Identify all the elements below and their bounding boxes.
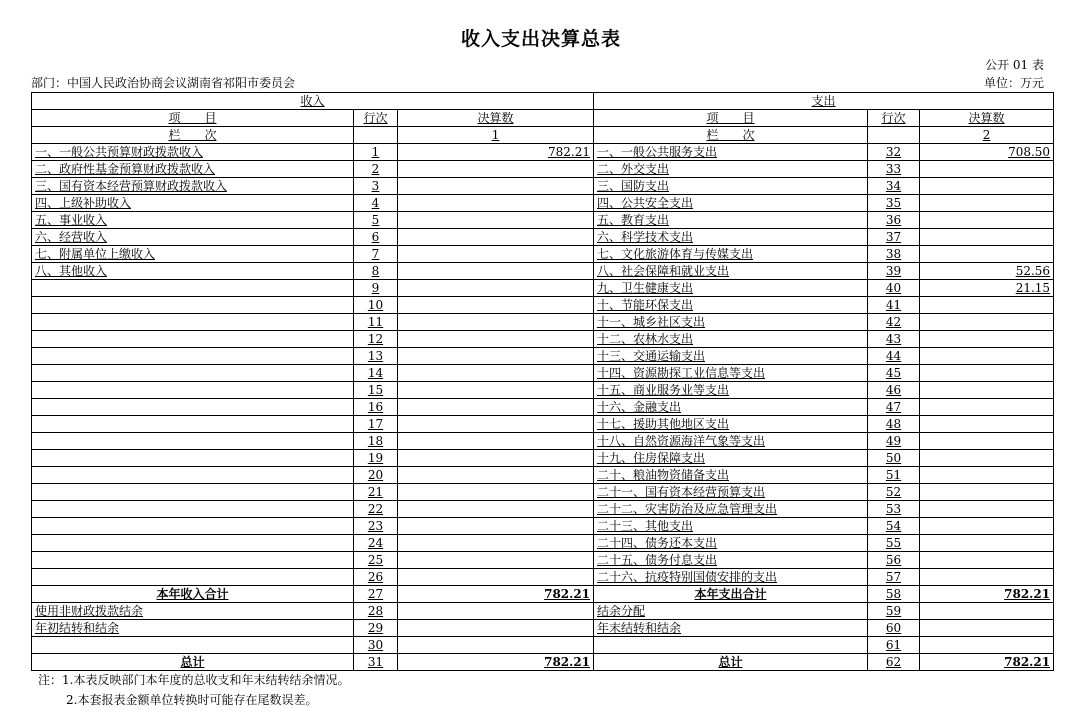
- expense-item: 十九、住房保障支出: [594, 450, 868, 467]
- income-line-no: 15: [354, 382, 398, 399]
- income-amount: [398, 348, 594, 365]
- income-amount: [398, 195, 594, 212]
- expense-item: 三、国防支出: [594, 178, 868, 195]
- income-amount: [398, 280, 594, 297]
- income-section-header: 收入: [32, 93, 594, 110]
- income-expense-table: [31, 92, 1054, 671]
- table-row: [32, 195, 1054, 212]
- expense-amount-header: 决算数: [920, 110, 1054, 127]
- expense-amount: [920, 348, 1054, 365]
- expense-amount: [920, 314, 1054, 331]
- expense-line-no: 53: [868, 501, 920, 518]
- expense-amount: [920, 195, 1054, 212]
- expense-line-no: 60: [868, 620, 920, 637]
- expense-amount: [920, 603, 1054, 620]
- income-line-no: 29: [354, 620, 398, 637]
- expense-line-no: 54: [868, 518, 920, 535]
- income-item: [32, 552, 354, 569]
- table-row: [32, 637, 1054, 654]
- expense-amount: [920, 365, 1054, 382]
- income-item: [32, 569, 354, 586]
- expense-column-label: 栏 次: [594, 127, 868, 144]
- section-header-row: [32, 93, 1054, 110]
- table-row: [32, 467, 1054, 484]
- income-line-no: 13: [354, 348, 398, 365]
- income-line-no: 20: [354, 467, 398, 484]
- table-row: [32, 314, 1054, 331]
- income-item: [32, 501, 354, 518]
- expense-column-blank: [868, 127, 920, 144]
- income-line-no: 18: [354, 433, 398, 450]
- expense-amount: 708.50: [920, 144, 1054, 161]
- expense-amount: [920, 399, 1054, 416]
- expense-amount: [920, 450, 1054, 467]
- income-amount: [398, 246, 594, 263]
- expense-item: 十七、援助其他地区支出: [594, 416, 868, 433]
- table-row: [32, 552, 1054, 569]
- expense-total-label: 本年支出合计: [594, 586, 868, 603]
- income-line-no: 9: [354, 280, 398, 297]
- income-line-no: 2: [354, 161, 398, 178]
- table-row: [32, 382, 1054, 399]
- income-amount: [398, 212, 594, 229]
- expense-line-no: 55: [868, 535, 920, 552]
- income-amount: [398, 433, 594, 450]
- expense-line-no: 33: [868, 161, 920, 178]
- expense-item: [594, 637, 868, 654]
- income-amount: [398, 535, 594, 552]
- income-amount: [398, 314, 594, 331]
- income-line-no: 1: [354, 144, 398, 161]
- expense-item: 二十三、其他支出: [594, 518, 868, 535]
- expense-line-no: 40: [868, 280, 920, 297]
- table-row: [32, 501, 1054, 518]
- income-item: [32, 484, 354, 501]
- income-line-no: 27: [354, 586, 398, 603]
- income-item: 六、经营收入: [32, 229, 354, 246]
- expense-line-no: 58: [868, 586, 920, 603]
- expense-item: 四、公共安全支出: [594, 195, 868, 212]
- expense-section-header: 支出: [594, 93, 1054, 110]
- income-line-no: 5: [354, 212, 398, 229]
- expense-item: 一、一般公共服务支出: [594, 144, 868, 161]
- income-line-no: 6: [354, 229, 398, 246]
- expense-line-no: 50: [868, 450, 920, 467]
- income-item: [32, 535, 354, 552]
- income-item: 四、上级补助收入: [32, 195, 354, 212]
- income-item: [32, 365, 354, 382]
- expense-item: 结余分配: [594, 603, 868, 620]
- income-item: [32, 348, 354, 365]
- expense-amount: [920, 416, 1054, 433]
- income-total-label: 本年收入合计: [32, 586, 354, 603]
- expense-line-no: 48: [868, 416, 920, 433]
- income-amount: [398, 178, 594, 195]
- income-line-no: 17: [354, 416, 398, 433]
- table-row: [32, 535, 1054, 552]
- expense-item: 十六、金融支出: [594, 399, 868, 416]
- expense-item: 六、科学技术支出: [594, 229, 868, 246]
- table-row: [32, 416, 1054, 433]
- expense-item: 十二、农林水支出: [594, 331, 868, 348]
- income-amount: [398, 229, 594, 246]
- table-row: [32, 586, 1054, 603]
- income-line-no: 11: [354, 314, 398, 331]
- expense-item: 十一、城乡社区支出: [594, 314, 868, 331]
- table-row: [32, 654, 1054, 671]
- income-item: 七、附属单位上缴收入: [32, 246, 354, 263]
- income-line-no: 21: [354, 484, 398, 501]
- table-row: [32, 450, 1054, 467]
- income-amount: [398, 416, 594, 433]
- expense-line-no: 32: [868, 144, 920, 161]
- income-amount: [398, 484, 594, 501]
- income-item: [32, 382, 354, 399]
- expense-line-no: 43: [868, 331, 920, 348]
- expense-line-header: 行次: [868, 110, 920, 127]
- expense-total-label: 总计: [594, 654, 868, 671]
- expense-line-no: 37: [868, 229, 920, 246]
- income-amount: [398, 161, 594, 178]
- expense-amount: [920, 569, 1054, 586]
- expense-line-no: 47: [868, 399, 920, 416]
- expense-amount: [920, 620, 1054, 637]
- income-item: 五、事业收入: [32, 212, 354, 229]
- income-total-label: 总计: [32, 654, 354, 671]
- income-item: [32, 450, 354, 467]
- expense-item: 二十、粮油物资储备支出: [594, 467, 868, 484]
- expense-line-no: 62: [868, 654, 920, 671]
- expense-item: 十四、资源勘探工业信息等支出: [594, 365, 868, 382]
- expense-item: 二、外交支出: [594, 161, 868, 178]
- expense-item: 八、社会保障和就业支出: [594, 263, 868, 280]
- expense-amount: [920, 501, 1054, 518]
- income-line-no: 14: [354, 365, 398, 382]
- table-row: [32, 484, 1054, 501]
- income-amount: [398, 382, 594, 399]
- expense-line-no: 42: [868, 314, 920, 331]
- expense-amount: 21.15: [920, 280, 1054, 297]
- expense-amount: [920, 331, 1054, 348]
- income-column-number: 1: [398, 127, 594, 144]
- income-item: [32, 518, 354, 535]
- expense-line-no: 35: [868, 195, 920, 212]
- income-item: 使用非财政拨款结余: [32, 603, 354, 620]
- table-row: [32, 365, 1054, 382]
- income-line-no: 7: [354, 246, 398, 263]
- income-item: 一、一般公共预算财政拨款收入: [32, 144, 354, 161]
- income-item: 三、国有资本经营预算财政拨款收入: [32, 178, 354, 195]
- expense-amount: [920, 178, 1054, 195]
- expense-item: 十、节能环保支出: [594, 297, 868, 314]
- note-2: 2.本套报表金额单位转换时可能存在尾数误差。: [66, 693, 318, 707]
- table-row: [32, 620, 1054, 637]
- column-header-row: [32, 110, 1054, 127]
- expense-item: 年末结转和结余: [594, 620, 868, 637]
- expense-item: 二十二、灾害防治及应急管理支出: [594, 501, 868, 518]
- expense-amount: 52.56: [920, 263, 1054, 280]
- expense-amount: [920, 552, 1054, 569]
- income-amount: 782.21: [398, 586, 594, 603]
- income-amount: [398, 263, 594, 280]
- expense-item: 二十四、债务还本支出: [594, 535, 868, 552]
- expense-amount: [920, 637, 1054, 654]
- expense-amount: 782.21: [920, 586, 1054, 603]
- expense-line-no: 49: [868, 433, 920, 450]
- expense-line-no: 34: [868, 178, 920, 195]
- expense-item: 七、文化旅游体育与传媒支出: [594, 246, 868, 263]
- expense-amount: [920, 212, 1054, 229]
- expense-item: 五、教育支出: [594, 212, 868, 229]
- expense-amount: [920, 297, 1054, 314]
- income-line-no: 22: [354, 501, 398, 518]
- income-item: [32, 280, 354, 297]
- expense-amount: [920, 433, 1054, 450]
- table-row: [32, 331, 1054, 348]
- income-amount: [398, 501, 594, 518]
- table-row: [32, 348, 1054, 365]
- income-line-no: 28: [354, 603, 398, 620]
- income-item: [32, 433, 354, 450]
- income-column-blank: [354, 127, 398, 144]
- income-line-no: 31: [354, 654, 398, 671]
- income-amount: [398, 467, 594, 484]
- income-item: 八、其他收入: [32, 263, 354, 280]
- expense-line-no: 38: [868, 246, 920, 263]
- income-item: [32, 399, 354, 416]
- expense-amount: [920, 161, 1054, 178]
- table-row: [32, 297, 1054, 314]
- income-item: [32, 314, 354, 331]
- expense-line-no: 52: [868, 484, 920, 501]
- expense-amount: [920, 484, 1054, 501]
- form-code: 公开 01 表: [985, 58, 1044, 72]
- expense-line-no: 39: [868, 263, 920, 280]
- table-row: [32, 178, 1054, 195]
- income-item-header: 项 目: [32, 110, 354, 127]
- expense-amount: [920, 229, 1054, 246]
- income-item: [32, 331, 354, 348]
- note-1: 注：1.本表反映部门本年度的总收支和年末结转结余情况。: [38, 673, 350, 687]
- table-row: [32, 229, 1054, 246]
- income-line-no: 19: [354, 450, 398, 467]
- expense-item-header: 项 目: [594, 110, 868, 127]
- table-row: [32, 433, 1054, 450]
- table-row: [32, 263, 1054, 280]
- table-row: [32, 518, 1054, 535]
- table-row: [32, 161, 1054, 178]
- income-line-no: 12: [354, 331, 398, 348]
- income-item: 年初结转和结余: [32, 620, 354, 637]
- income-item: [32, 637, 354, 654]
- expense-amount: [920, 467, 1054, 484]
- income-item: [32, 467, 354, 484]
- expense-amount: [920, 246, 1054, 263]
- income-line-no: 3: [354, 178, 398, 195]
- income-line-no: 25: [354, 552, 398, 569]
- table-row: [32, 569, 1054, 586]
- expense-amount: [920, 382, 1054, 399]
- income-amount: [398, 399, 594, 416]
- expense-item: 十八、自然资源海洋气象等支出: [594, 433, 868, 450]
- income-amount: [398, 518, 594, 535]
- income-line-no: 26: [354, 569, 398, 586]
- table-row: [32, 212, 1054, 229]
- unit-label: 单位：万元: [983, 76, 1044, 90]
- expense-amount: [920, 518, 1054, 535]
- department-label: 部门：中国人民政治协商会议湖南省祁阳市委员会: [31, 76, 296, 90]
- income-amount: [398, 637, 594, 654]
- income-line-no: 23: [354, 518, 398, 535]
- income-amount: 782.21: [398, 144, 594, 161]
- expense-line-no: 36: [868, 212, 920, 229]
- income-item: [32, 297, 354, 314]
- income-item: [32, 416, 354, 433]
- expense-line-no: 61: [868, 637, 920, 654]
- income-amount: [398, 569, 594, 586]
- expense-item: 二十五、债务付息支出: [594, 552, 868, 569]
- expense-line-no: 51: [868, 467, 920, 484]
- income-amount-header: 决算数: [398, 110, 594, 127]
- income-line-no: 24: [354, 535, 398, 552]
- income-amount: [398, 297, 594, 314]
- expense-line-no: 41: [868, 297, 920, 314]
- expense-amount: [920, 535, 1054, 552]
- income-amount: [398, 620, 594, 637]
- report-title: 收入支出决算总表: [460, 28, 621, 50]
- expense-item: 九、卫生健康支出: [594, 280, 868, 297]
- expense-column-number: 2: [920, 127, 1054, 144]
- table-row: [32, 399, 1054, 416]
- expense-line-no: 45: [868, 365, 920, 382]
- expense-item: 二十一、国有资本经营预算支出: [594, 484, 868, 501]
- income-line-header: 行次: [354, 110, 398, 127]
- table-row: [32, 144, 1054, 161]
- income-amount: [398, 365, 594, 382]
- expense-item: 二十六、抗疫特别国债安排的支出: [594, 569, 868, 586]
- income-line-no: 10: [354, 297, 398, 314]
- expense-amount: 782.21: [920, 654, 1054, 671]
- income-amount: 782.21: [398, 654, 594, 671]
- table-row: [32, 280, 1054, 297]
- income-line-no: 30: [354, 637, 398, 654]
- expense-line-no: 56: [868, 552, 920, 569]
- expense-item: 十三、交通运输支出: [594, 348, 868, 365]
- expense-line-no: 46: [868, 382, 920, 399]
- column-index-row: [32, 127, 1054, 144]
- income-line-no: 16: [354, 399, 398, 416]
- expense-line-no: 57: [868, 569, 920, 586]
- income-line-no: 8: [354, 263, 398, 280]
- income-amount: [398, 603, 594, 620]
- table-row: [32, 246, 1054, 263]
- income-amount: [398, 552, 594, 569]
- income-line-no: 4: [354, 195, 398, 212]
- income-item: 二、政府性基金预算财政拨款收入: [32, 161, 354, 178]
- income-amount: [398, 450, 594, 467]
- expense-item: 十五、商业服务业等支出: [594, 382, 868, 399]
- income-column-label: 栏 次: [32, 127, 354, 144]
- table-row: [32, 603, 1054, 620]
- expense-line-no: 44: [868, 348, 920, 365]
- expense-line-no: 59: [868, 603, 920, 620]
- income-amount: [398, 331, 594, 348]
